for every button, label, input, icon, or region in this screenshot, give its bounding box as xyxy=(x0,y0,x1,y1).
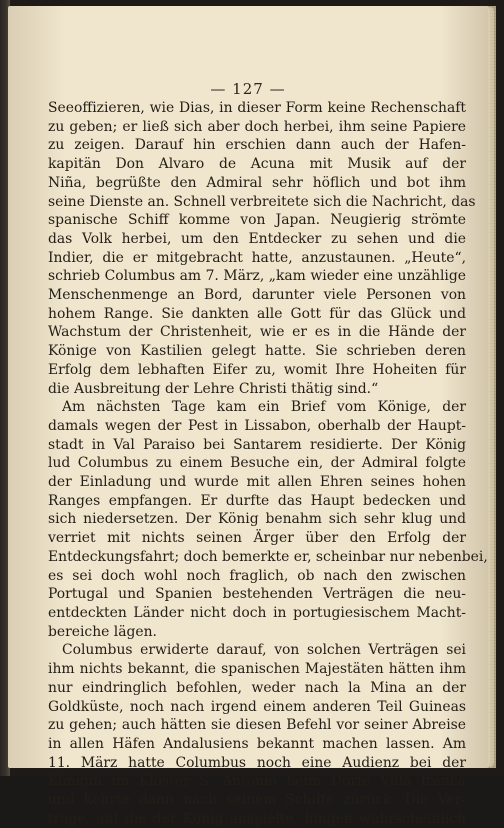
text-line: sich niedersetzen. Der König benahm sich sehr klug und xyxy=(48,511,466,528)
text-line: seine Dienste an. Schnell verbreitete sich die Nachricht, das xyxy=(48,193,476,210)
text-line: kapitän Don Alvaro de Acuna mit Musik auf der xyxy=(48,156,466,173)
text-line: träge, auf die der König anspielte, hingen wahrscheinlich xyxy=(48,810,466,827)
text-line: in allen Häfen Andalusiens bekannt machen lassen. Am xyxy=(48,735,466,752)
page-edge-stack xyxy=(490,6,496,768)
text-line: es sei doch wohl noch fraglich, ob nach den zwischen xyxy=(48,567,466,584)
text-line: spanische Schiff komme von Japan. Neugierig strömte xyxy=(48,212,466,229)
text-line: Wachstum der Christenheit, wie er es in die Hände der xyxy=(48,324,466,341)
body-text xyxy=(48,99,488,828)
text-line: stadt in Val Paraiso bei Santarem residierte. Der König xyxy=(48,436,466,453)
text-line: verriet mit nichts seinen Ärger über den Erfolg der xyxy=(48,530,466,547)
book-page xyxy=(8,6,488,827)
text-line: Menschenmenge an Bord, darunter viele Personen von xyxy=(48,287,466,304)
text-line: Niña, begrüßte den Admiral sehr höflich und bot ihm xyxy=(48,174,466,191)
text-line: Ranges empfangen. Er durfte das Haupt bedecken und xyxy=(48,492,466,509)
text-line: lud Columbus zu einem Besuche ein, der Admiral folgte xyxy=(48,455,466,472)
text-line: ihm nichts bekannt, die spanischen Majestäten hätten ihm xyxy=(48,661,466,678)
text-line: Goldküste, noch nach irgend einem anderen Teil Guineas xyxy=(48,698,466,715)
text-line: das Volk herbei, um den Entdecker zu sehen und die xyxy=(48,230,466,247)
text-line: Portugal und Spanien bestehenden Verträgen die neu- xyxy=(48,586,466,603)
text-line: zu zeigen. Darauf hin erschien dann auch der Hafen- xyxy=(48,137,466,154)
text-line: Indier, die er mitgebracht hatte, anzustaunen. „Heute“, xyxy=(48,249,466,266)
text-line: Columbus erwiderte darauf, von solchen Verträgen sei xyxy=(62,642,466,659)
text-line: Entdeckungsfahrt; doch bemerkte er, scheinbar nur nebenbei, xyxy=(48,548,488,565)
text-line: nur eindringlich befohlen, weder nach la Mina an der xyxy=(48,679,466,696)
text-line: hohem Range. Sie dankten alle Gott für das Glück und xyxy=(48,305,466,322)
text-line: Erfolg dem lebhaften Eifer zu, womit Ihre Hoheiten für xyxy=(48,361,466,378)
text-line: Seeoffizieren, wie Dias, in dieser Form keine Rechenschaft xyxy=(48,100,466,116)
text-line: schrieb Columbus am 7. März, „kam wieder eine unzählige xyxy=(48,268,466,285)
text-line: bereiche lägen. xyxy=(48,623,157,640)
text-line: zu geben; er ließ sich aber doch herbei, ihm seine Papiere xyxy=(48,118,466,135)
text-line: entdeckten Länder nicht doch in portugiesischem Macht- xyxy=(48,604,466,621)
text-line: zu gehen; auch hätten sie diesen Befehl vor seiner Abreise xyxy=(48,717,466,734)
text-line: 11. März hatte Columbus noch eine Audienz bei der xyxy=(48,754,466,771)
text-line: Königin im Kloster S. Antonio beim Dorfe Villa franca xyxy=(48,773,466,790)
text-line: der Einladung und wurde mit allen Ehren seines hohen xyxy=(48,474,466,491)
text-line: die Ausbreitung der Lehre Christi thätig sind.“ xyxy=(48,380,379,397)
page-number: — 127 — xyxy=(210,80,286,98)
text-line: damals wegen der Pest in Lissabon, oberhalb der Haupt- xyxy=(48,417,466,434)
text-line: Könige von Kastilien gelegt hatte. Sie schrieben deren xyxy=(48,343,466,360)
text-line: Am nächsten Tage kam ein Brief vom Könige, der xyxy=(62,399,466,416)
text-line: und kehrte dann nach seinem Schiffe zurück. Die Ver- xyxy=(48,792,466,809)
